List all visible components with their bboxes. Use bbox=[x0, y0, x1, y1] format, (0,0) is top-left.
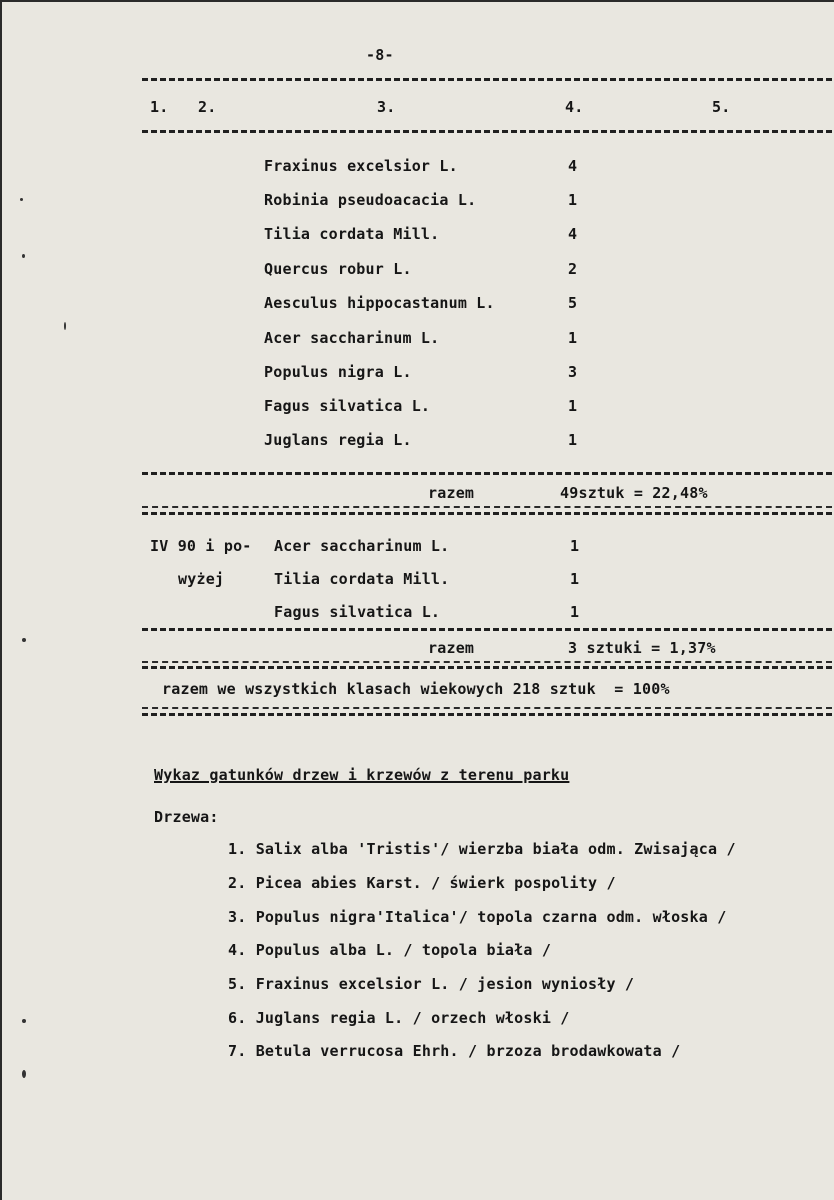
header-rule bbox=[142, 130, 832, 133]
section2-bottom-rule-b bbox=[142, 666, 832, 669]
margin-speck bbox=[22, 254, 25, 258]
margin-speck bbox=[64, 322, 66, 330]
age-class-label-cont: wyżej bbox=[178, 570, 225, 588]
section2-bottom-rule-a bbox=[142, 661, 832, 663]
margin-speck bbox=[22, 1019, 26, 1023]
section1-total-label: razem bbox=[428, 484, 475, 502]
column-header-1: 1. bbox=[150, 98, 169, 116]
section2-rule bbox=[142, 628, 832, 631]
species-cell: Acer saccharinum L. bbox=[274, 537, 450, 555]
count-cell: 1 bbox=[568, 397, 578, 415]
count-cell: 5 bbox=[568, 294, 578, 312]
list-item: 1. Salix alba 'Tristis'/ wierzba biała odm. Zwisająca / bbox=[228, 840, 736, 858]
species-cell: Acer saccharinum L. bbox=[264, 329, 440, 347]
table-bottom-rule-b bbox=[142, 713, 832, 716]
section1-rule bbox=[142, 472, 832, 475]
list-item: 5. Fraxinus excelsior L. / jesion wyniosły / bbox=[228, 975, 635, 993]
count-cell: 1 bbox=[568, 329, 578, 347]
species-cell: Tilia cordata Mill. bbox=[274, 570, 450, 588]
count-cell: 3 bbox=[568, 363, 578, 381]
column-header-2: 2. bbox=[198, 98, 217, 116]
count-cell: 1 bbox=[570, 570, 580, 588]
margin-speck bbox=[20, 198, 23, 201]
count-cell: 2 bbox=[568, 260, 578, 278]
table-top-rule bbox=[142, 78, 832, 81]
column-header-5: 5. bbox=[712, 98, 731, 116]
list-item: 7. Betula verrucosa Ehrh. / brzoza brodawkowata / bbox=[228, 1042, 681, 1060]
list-item: 6. Juglans regia L. / orzech włoski / bbox=[228, 1009, 570, 1027]
section2-total-value: 3 sztuki = 1,37% bbox=[568, 639, 716, 657]
age-class-label: IV 90 i po- bbox=[150, 537, 252, 555]
margin-speck bbox=[22, 1070, 26, 1078]
list-heading: Wykaz gatunków drzew i krzewów z terenu parku bbox=[154, 766, 570, 784]
column-header-3: 3. bbox=[377, 98, 396, 116]
species-cell: Aesculus hippocastanum L. bbox=[264, 294, 495, 312]
species-cell: Fagus silvatica L. bbox=[264, 397, 431, 415]
grand-total: razem we wszystkich klasach wiekowych 218 sztuk = 100% bbox=[162, 680, 670, 698]
section1-bottom-rule-a bbox=[142, 506, 832, 508]
section1-bottom-rule-b bbox=[142, 512, 832, 515]
list-item: 3. Populus nigra'Italica'/ topola czarna odm. włoska / bbox=[228, 908, 727, 926]
count-cell: 4 bbox=[568, 157, 578, 175]
section1-total-value: 49sztuk = 22,48% bbox=[560, 484, 708, 502]
page-number: -8- bbox=[366, 46, 394, 64]
count-cell: 1 bbox=[568, 191, 578, 209]
table-bottom-rule-a bbox=[142, 707, 832, 709]
count-cell: 1 bbox=[570, 603, 580, 621]
species-cell: Populus nigra L. bbox=[264, 363, 412, 381]
count-cell: 4 bbox=[568, 225, 578, 243]
count-cell: 1 bbox=[568, 431, 578, 449]
list-item: 4. Populus alba L. / topola biała / bbox=[228, 941, 552, 959]
species-cell: Robinia pseudoacacia L. bbox=[264, 191, 477, 209]
count-cell: 1 bbox=[570, 537, 580, 555]
species-cell: Tilia cordata Mill. bbox=[264, 225, 440, 243]
species-cell: Fagus silvatica L. bbox=[274, 603, 441, 621]
species-cell: Juglans regia L. bbox=[264, 431, 412, 449]
section2-total-label: razem bbox=[428, 639, 475, 657]
list-item: 2. Picea abies Karst. / świerk pospolity / bbox=[228, 874, 616, 892]
species-cell: Quercus robur L. bbox=[264, 260, 412, 278]
species-cell: Fraxinus excelsior L. bbox=[264, 157, 458, 175]
column-header-4: 4. bbox=[565, 98, 584, 116]
list-subheading: Drzewa: bbox=[154, 808, 219, 826]
margin-speck bbox=[22, 638, 26, 642]
